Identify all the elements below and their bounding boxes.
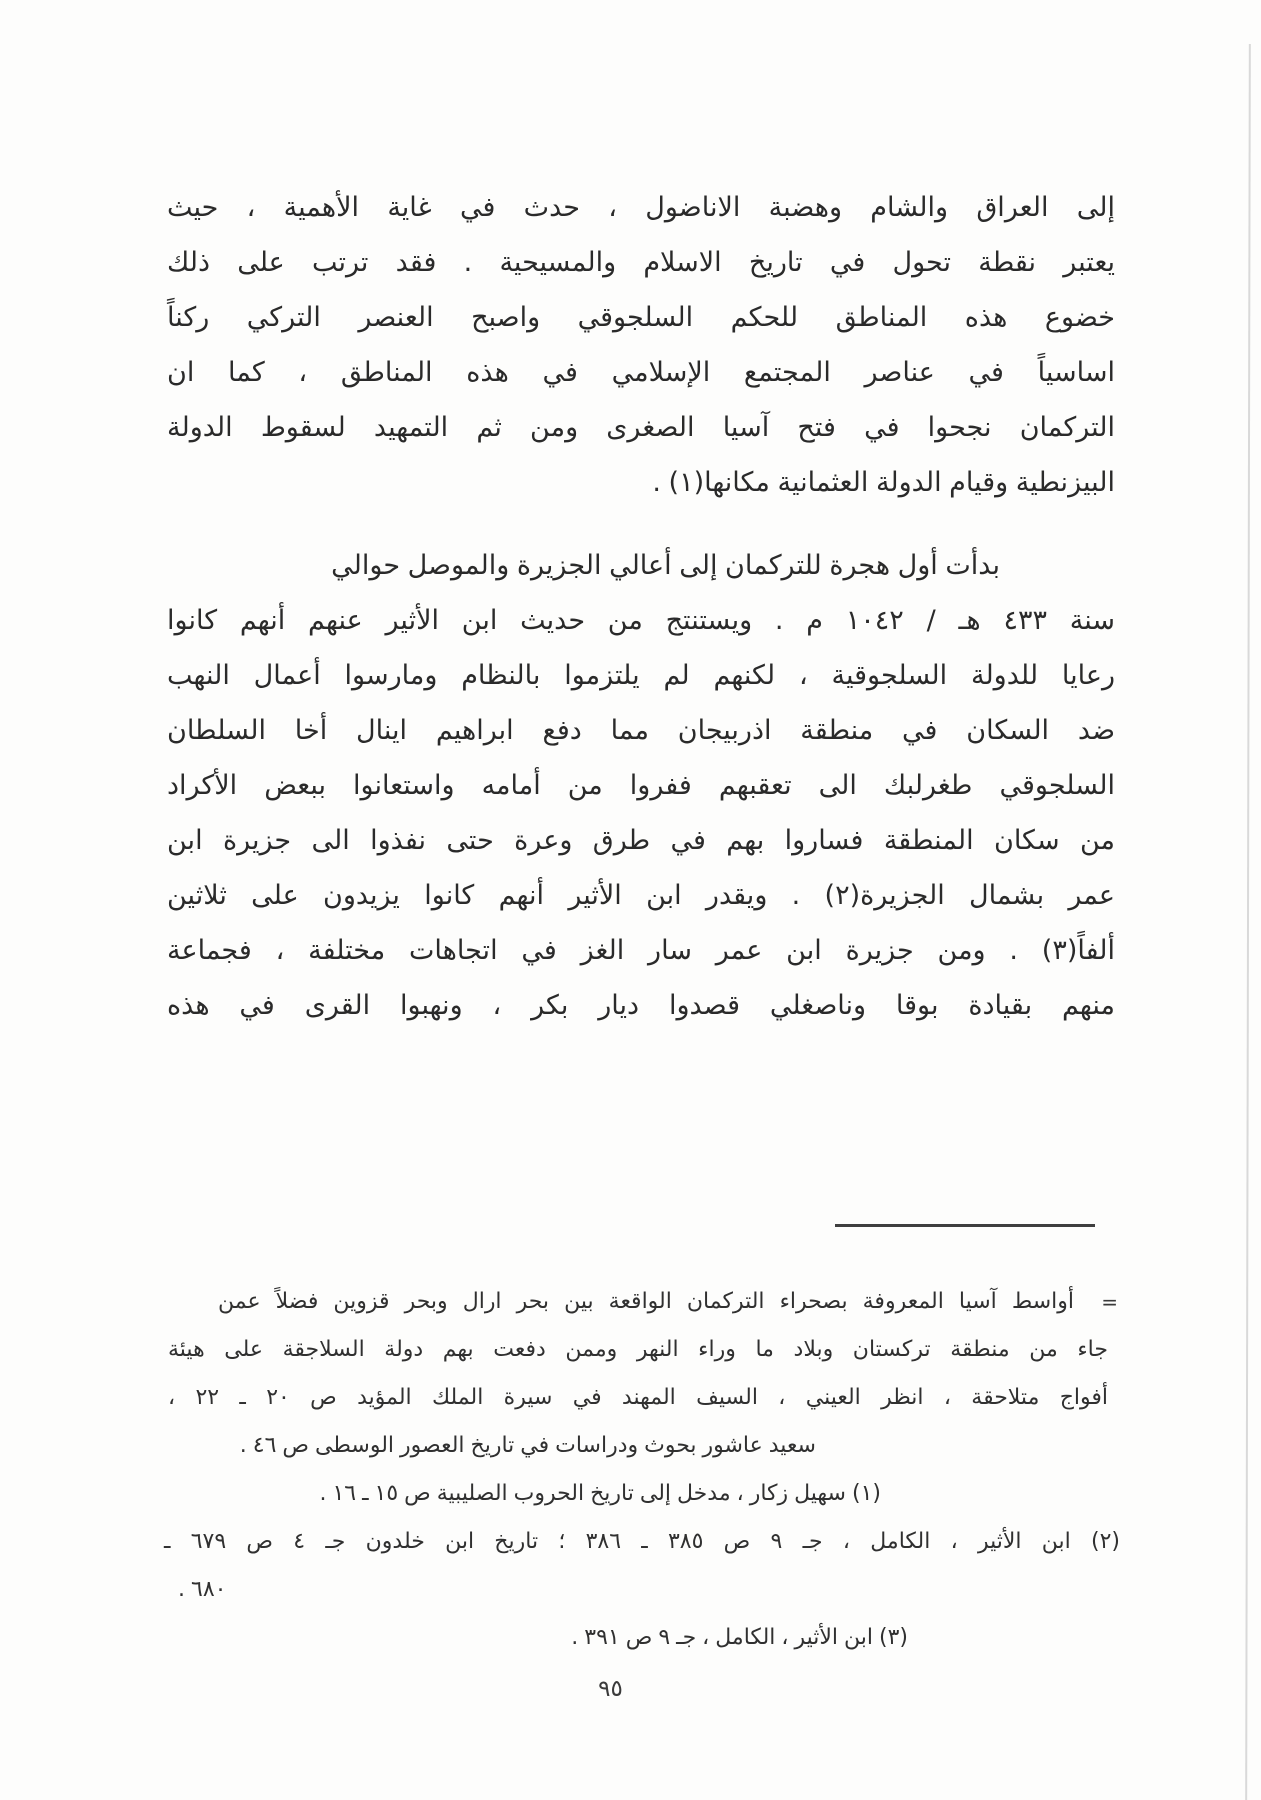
paragraph-line: اساسياً في عناصر المجتمع الإسلامي في هذه المناطق ، كما ان [167, 357, 1115, 388]
footnote-1: (١) سهيل زكار ، مدخل إلى تاريخ الحروب الصليبية ص ١٥ ـ ١٦ . [319, 1481, 881, 1506]
paragraph-line: منهم بقيادة بوقا وناصغلي قصدوا ديار بكر ، ونهبوا القرى في هذه [167, 990, 1115, 1021]
footnote-separator [835, 1224, 1095, 1227]
footnote-3: (٣) ابن الأثير ، الكامل ، جـ ٩ ص ٣٩١ . [571, 1625, 908, 1650]
paragraph-line: من سكان المنطقة فساروا بهم في طرق وعرة حتى نفذوا الى جزيرة ابن [167, 825, 1115, 856]
footnote-text: أفواج متلاحقة ، انظر العيني ، السيف المهند في سيرة الملك المؤيد ص ٢٠ ـ ٢٢ ، [168, 1385, 1108, 1410]
paragraph-line-with-footnote-ref-1: البيزنطية وقيام الدولة العثمانية مكانها(١) . [652, 467, 1115, 498]
paragraph-line: ضد السكان في منطقة اذربيجان مما دفع ابراهيم اينال أخا السلطان [167, 715, 1115, 746]
paragraph-line: يعتبر نقطة تحول في تاريخ الاسلام والمسيحية . فقد ترتب على ذلك [167, 247, 1115, 278]
footnote-continuation-line [164, 1326, 1120, 1374]
footnote-text: (٢) ابن الأثير ، الكامل ، جـ ٩ ص ٣٨٥ ـ ٣٨٦ ؛ تاريخ ابن خلدون جـ ٤ ص ٦٧٩ ـ [164, 1529, 1120, 1554]
footnote-continuation-line: سعيد عاشور بحوث ودراسات في تاريخ العصور الوسطى ص ٤٦ . [239, 1433, 816, 1458]
paragraph-line: سنة ٤٣٣ هـ / ١٠٤٢ م . ويستنتج من حديث ابن الأثير عنهم أنهم كانوا [167, 605, 1115, 636]
paragraph-line-with-footnote-ref-2: عمر بشمال الجزيرة(٢) . ويقدر ابن الأثير أنهم كانوا يزيدون على ثلاثين [167, 880, 1116, 911]
paragraph-line: السلجوقي طغرلبك الى تعقبهم ففروا من أمامه واستعانوا ببعض الأكراد [167, 770, 1115, 801]
footnote-continuation-line [164, 1374, 1120, 1422]
footnote-continuation-line [164, 1278, 1120, 1326]
footnote-text: أواسط آسيا المعروفة بصحراء التركمان الواقعة بين بحر ارال وبحر قزوين فضلاً عمن [218, 1289, 1074, 1314]
paragraph-line: بدأت أول هجرة للتركمان إلى أعالي الجزيرة والموصل حوالي [331, 550, 1000, 581]
footnote-2-line-1 [164, 1518, 1120, 1566]
footnote-continuation-marker: = [1101, 1290, 1118, 1314]
paragraph-line: التركمان نجحوا في فتح آسيا الصغرى ومن ثم التمهيد لسقوط الدولة [167, 412, 1115, 443]
page-number: ٩٥ [598, 1676, 623, 1702]
paragraph-line: خضوع هذه المناطق للحكم السلجوقي واصبح العنصر التركي ركناً [167, 302, 1115, 333]
paragraph-2 [167, 538, 1115, 1033]
paragraph-line-with-footnote-ref-3: ألفاً(٣) . ومن جزيرة ابن عمر سار الغز في اتجاهات مختلفة ، فجماعة [167, 935, 1115, 966]
paragraph-1 [167, 180, 1115, 510]
paragraph-line: رعايا للدولة السلجوقية ، لكنهم لم يلتزموا بالنظام ومارسوا أعمال النهب [167, 660, 1115, 691]
footnotes-section [164, 1278, 1120, 1662]
footnote-text: جاء من منطقة تركستان وبلاد ما وراء النهر وممن دفعت بهم دولة السلاجقة على هيئة [168, 1337, 1108, 1362]
paragraph-line: إلى العراق والشام وهضبة الاناضول ، حدث في غاية الأهمية ، حيث [167, 192, 1115, 223]
footnote-2-line-2: ٦٨٠ . [178, 1577, 227, 1602]
scan-edge-artifact [1245, 44, 1251, 1800]
